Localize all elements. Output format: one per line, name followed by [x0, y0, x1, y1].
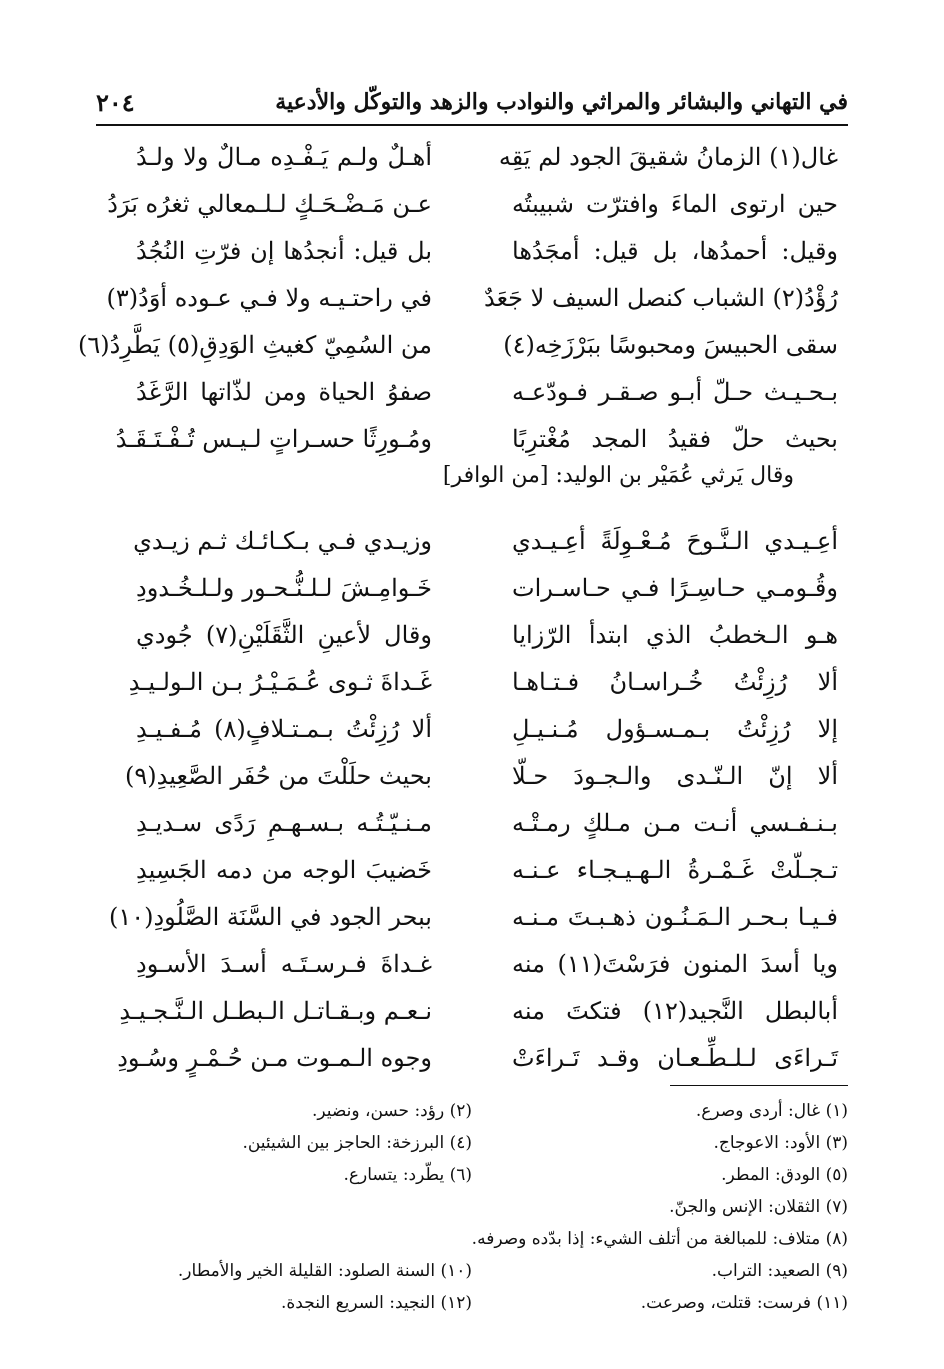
verse — [96, 564, 848, 611]
footnote: (٤) البرزخة: الحاجز بين الشيئين. — [242, 1133, 472, 1153]
second-hemistich: غـداةَ فـرسـتَـه أسـدَ الأسـودِ — [136, 949, 432, 978]
verse — [96, 415, 848, 462]
second-hemistich: بحيث حلَلْتَ من حُفَر الصَّعِيدِ(٩) — [125, 761, 432, 790]
verse — [96, 1034, 848, 1081]
footnote: (٢) رؤد: حسن، ونضير. — [311, 1101, 472, 1121]
verse — [96, 368, 848, 415]
verse — [96, 611, 848, 658]
second-hemistich: صفوُ الحياة ومن لذّاتها الرَّغَدُ — [136, 377, 432, 406]
verse — [96, 893, 848, 940]
first-hemistich: بـحـيـث حـلّ أبـو صـقـر فـودّعـه — [512, 377, 838, 406]
verse — [96, 274, 848, 321]
second-hemistich: خَـوامِـشَ لـلـنُّـحـور ولـلـخُـدودِ — [136, 573, 432, 602]
verse — [78, 321, 848, 368]
verse — [96, 940, 848, 987]
footnote: (١١) فرست: قتلت، وصرعت. — [640, 1293, 848, 1313]
first-hemistich: ألا إنّ الـنّـدى والـجـودَ حـلّا — [512, 761, 838, 790]
first-hemistich: غال(١) الزمانُ شقيقَ الجود لم يَقِه — [498, 142, 838, 171]
second-hemistich: مـنـيّـتُـه بـسـهـمِ رَدًى سـديـدِ — [136, 808, 432, 837]
second-hemistich: من السُمِيّ كغيثِ الوَدِقِ(٥) يَطَّرِدُ(٦) — [78, 330, 432, 359]
footnote: (١٢) النجيد: السريع النجدة. — [280, 1293, 472, 1313]
first-hemistich: رُؤْدُ(٢) الشباب كنصل السيف لا جَعَدٌ — [483, 283, 838, 312]
first-hemistich: إلا رُزِئْتُ بـمـسـؤول مُـنـيـلِ — [512, 714, 838, 743]
footnote-row — [96, 1095, 848, 1127]
footnote: (٧) الثقلان: الإنس والجنّ. — [669, 1197, 848, 1217]
first-hemistich: وقيل: أحمدُها، بل قيل: أمجَدُها — [512, 236, 838, 265]
second-hemistich: وزيـدي فـي بـكـائـك ثـم زيـدي — [133, 526, 432, 555]
footnote: (٩) الصعيد: التراب. — [711, 1261, 848, 1281]
poem-1 — [78, 133, 848, 462]
footnote-rule — [670, 1085, 848, 1086]
verse — [96, 180, 848, 227]
verse — [96, 133, 848, 180]
second-hemistich: في راحتـيـه ولا فـي عـوده أوَدُ(٣) — [106, 283, 432, 312]
footnote: (١) غال: أردى وصرع. — [695, 1101, 848, 1121]
footnote-row — [96, 1191, 848, 1223]
footnote-row — [96, 1287, 848, 1319]
first-hemistich: فـيـا بـحـر الـمَـنُـون ذهـبـتَ مـنـه — [512, 902, 838, 931]
footnote-row — [96, 1127, 848, 1159]
footnote: (١٠) السنة الصلود: القليلة الخير والأمطار. — [177, 1261, 472, 1281]
verse — [96, 846, 848, 893]
second-hemistich: عـن مَـضْـحَـكٍ لـلـمعالي ثغرُه بَرَدُ — [107, 189, 432, 218]
footnote-row — [96, 1223, 848, 1255]
second-hemistich: غَـداةَ ثـوى عُـمَـيْـرُ بـن الـولـيـدِ — [128, 667, 432, 696]
second-hemistich: وقال لأعينِ الثَّقَلَيْنِ(٧) جُودي — [136, 620, 432, 649]
second-hemistich: خَضيبَ الوجه من دمه الجَسِيدِ — [136, 855, 432, 884]
running-header — [96, 84, 848, 120]
page-number: ٢٠٤ — [96, 87, 135, 117]
first-hemistich: سقى الحبيسَ ومحبوسًا ببَرْزَخِه(٤) — [503, 330, 838, 359]
first-hemistich: ويا أسدَ المنون فرَسْتَ(١١) منه — [512, 949, 838, 978]
second-hemistich: بل قيل: أنجدُها إن فرّتِ النُجُدُ — [136, 236, 432, 265]
first-hemistich: أبالبطل النَّجيد(١٢) فتكتَ منه — [512, 996, 839, 1025]
verse — [96, 705, 848, 752]
footnote: (٥) الودق: المطر. — [721, 1165, 848, 1185]
second-hemistich: وجوه الـمـوت مـن حُـمْـرٍ وسُـودِ — [117, 1043, 432, 1072]
first-hemistich: وقُـومـي حـاسِـرًا فـي حـاسـرات — [512, 573, 838, 602]
header-rule — [96, 124, 848, 126]
header-title: في التهاني والبشائر والمراثي والنوادب والزهد والتوكّل والأدعية — [275, 89, 848, 115]
poem-intro: وقال يَرثي عُمَيْر بن الوليد: [من الوافر] — [442, 463, 794, 488]
footnote: (٣) الأود: الاعوجاج. — [713, 1133, 848, 1153]
verse — [96, 752, 848, 799]
first-hemistich: بـنـفـسي أنـت مـن مـلكٍ رمـتْـه — [512, 808, 838, 837]
second-hemistich: ومُـورِثًا حسـراتٍ لـيـس تُـفْـتَـقَـدُ — [115, 424, 432, 453]
footnote: (٦) يطّرد: يتسارع. — [343, 1165, 472, 1185]
footnote-row — [96, 1255, 848, 1287]
first-hemistich: حين ارتوى الماءَ وافترّت شبيبتُه — [512, 189, 838, 218]
first-hemistich: أعِـيـدي الـنَّـوحَ مُـعْـوِلَةً أعِـيـدي — [512, 526, 838, 555]
verse — [96, 658, 848, 705]
second-hemistich: ببحر الجود في السَّنَة الصَّلُودِ(١٠) — [108, 902, 432, 931]
footnote-row — [96, 1159, 848, 1191]
second-hemistich: أهـلٌ ولـم يَـفْـدِه مـالٌ ولا ولـدُ — [136, 142, 432, 171]
verse — [96, 227, 848, 274]
first-hemistich: ألا رُزِئْتُ خُـراسـانُ فـتـاهـا — [512, 667, 838, 696]
first-hemistich: هـو الـخطبُ الذي ابتدأ الرّزايا — [512, 620, 838, 649]
first-hemistich: تَـراءَى لـلـطِّـعـان وقـد تَـراءَتْ — [512, 1043, 838, 1072]
second-hemistich: نـعـم وبـقـاتـل الـبطـل الـنَّـجـيـدِ — [119, 996, 432, 1025]
verse — [96, 517, 848, 564]
second-hemistich: ألا رُزِئْتُ بـمـتـلافٍ(٨) مُـفـيـدِ — [136, 714, 432, 743]
first-hemistich: بحيث حلّ فقيدُ المجد مُغْترِبًا — [512, 424, 838, 453]
footnote: (٨) متلاف: للمبالغة من أتلف الشيء: إذا بدّده وصرفه. — [471, 1229, 848, 1249]
verse — [96, 987, 848, 1034]
poem-2 — [96, 517, 848, 1081]
verse — [96, 799, 848, 846]
first-hemistich: تـجـلّتْ غَـمْـرةُ الـهـيـجـاء عـنـه — [512, 855, 838, 884]
footnotes — [96, 1095, 848, 1319]
